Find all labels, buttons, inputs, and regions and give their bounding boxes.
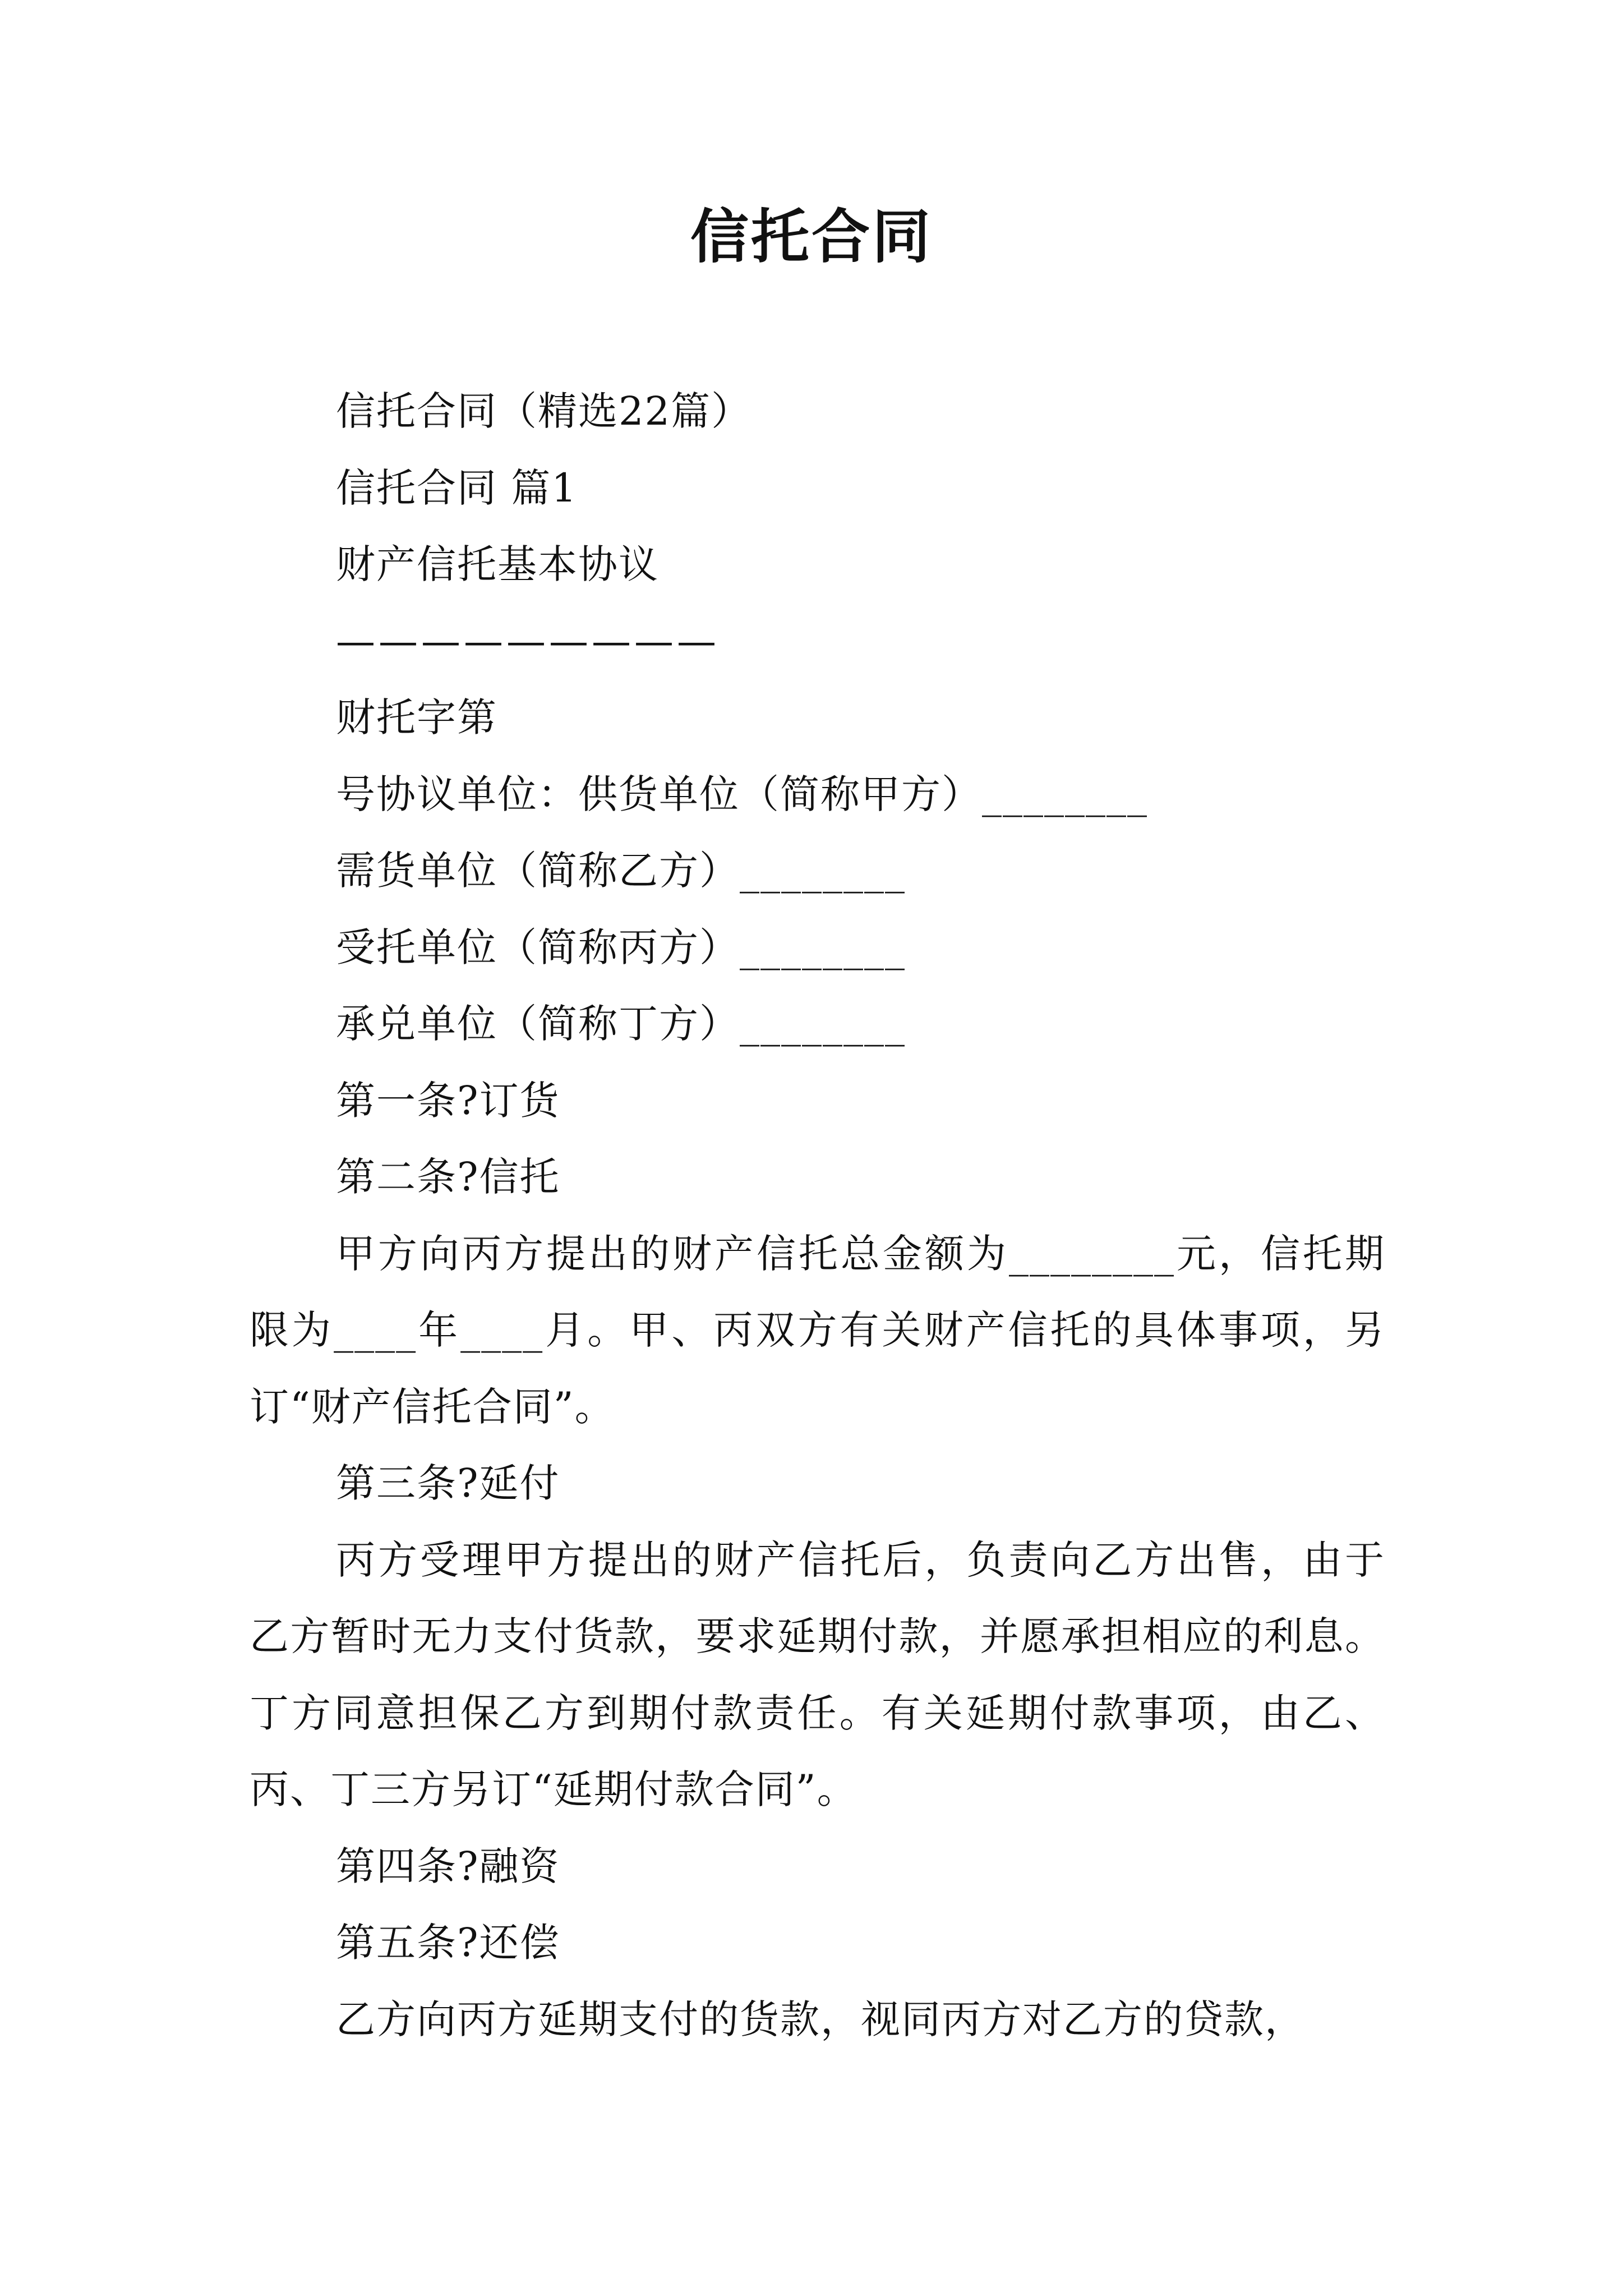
paragraph-article-3: 第三条?延付 [336, 1460, 560, 1506]
paragraph-divider-dashes: ————————— [336, 618, 720, 664]
paragraph-article-3-body: 丙方受理甲方提出的财产信托后，负责向乙方出售，由于乙方暂时无力支付货款，要求延期付款，并愿承担相应的利息。丁方同意担保乙方到期付款责任。有关延期付款事项，由乙、丙、丁三方另订“延期付款合同”。 [250, 1536, 1385, 1812]
paragraph-reference-number: 财托字第 [336, 694, 497, 740]
paragraph-party-c: 受托单位（简称丙方）________ [336, 924, 906, 970]
paragraph-party-a: 号协议单位：供货单位（简称甲方）________ [336, 771, 1148, 817]
paragraph-article-1: 第一条?订货 [336, 1077, 560, 1124]
paragraph-collection-title: 信托合同（精选22篇） [336, 388, 752, 434]
paragraph-article-2: 第二条?信托 [336, 1154, 560, 1200]
paragraph-party-d: 承兑单位（简称丁方）________ [336, 1001, 906, 1047]
paragraph-agreement-title: 财产信托基本协议 [336, 541, 659, 587]
paragraph-party-b: 需货单位（简称乙方）________ [336, 848, 906, 894]
paragraph-section-heading: 信托合同 篇1 [336, 464, 578, 511]
document-title: 信托合同 [690, 203, 933, 271]
document-body [250, 373, 1385, 2058]
paragraph-article-2-body: 甲方向丙方提出的财产信托总金额为________元，信托期限为____年____月。甲、丙双方有关财产信托的具体事项，另订“财产信托合同”。 [250, 1230, 1385, 1430]
paragraph-article-5: 第五条?还偿 [336, 1920, 560, 1966]
paragraph-article-4: 第四条?融资 [336, 1843, 560, 1889]
paragraph-article-5-body: 乙方向丙方延期支付的货款，视同丙方对乙方的贷款， [336, 1996, 1305, 2042]
